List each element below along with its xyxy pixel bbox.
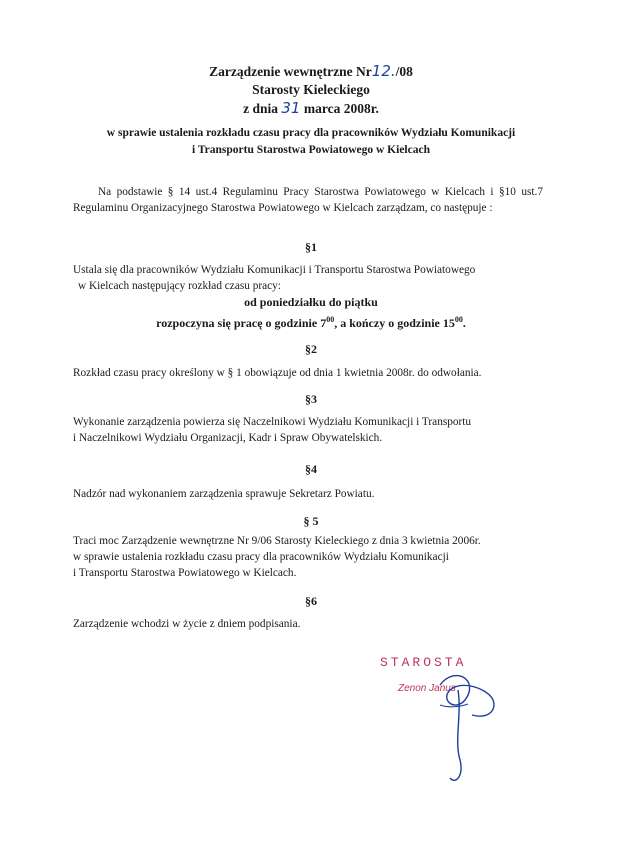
section-2-text: Rozkład czasu pracy określony w § 1 obowiązuje od dnia 1 kwietnia 2008r. do odwołania. <box>73 367 482 379</box>
header-date-line <box>0 99 622 118</box>
handwritten-signature <box>410 660 520 790</box>
hours-period: . <box>462 316 466 330</box>
schedule-hours <box>0 311 622 332</box>
section-3-line-2: i Naczelnikowi Wydziału Organizacji, Kadr i Spraw Obywatelskich. <box>73 432 383 444</box>
section-3-line-1: Wykonanie zarządzenia powierza się Naczelnikowi Wydziału Komunikacji i Transportu <box>73 416 472 428</box>
hours-start-text: rozpoczyna się pracę o godzinie 7 <box>156 316 327 330</box>
hours-end-minutes: 00 <box>454 315 463 324</box>
section-1-schedule <box>0 294 622 332</box>
section-5-text <box>73 533 543 581</box>
section-5-line-3: i Transportu Starostwa Powiatowego w Kielcach. <box>73 567 297 579</box>
subject-line-2: i Transportu Starostwa Powiatowego w Kielcach <box>192 144 430 156</box>
schedule-days: od poniedziałku do piątku <box>244 295 378 309</box>
date-suffix: marca 2008r. <box>303 101 379 116</box>
section-1-heading: §1 <box>305 240 317 254</box>
hours-start-minutes: 00 <box>326 315 335 324</box>
section-5-heading: § 5 <box>303 514 319 528</box>
title-prefix: Zarządzenie wewnętrzne Nr <box>209 64 372 79</box>
starosta-stamp: STAROSTA <box>380 655 467 670</box>
hours-end-text: , a kończy o godzinie 15 <box>334 316 455 330</box>
date-prefix: z dnia <box>243 101 279 116</box>
intro-paragraph: Na podstawie § 14 ust.4 Regulaminu Pracy Starostwa Powiatowego w Kielcach i §10 ust.7 Regulaminu Organizacyjnego Starostwa Powiatowego w Kielcach zarządzam, co następuje : <box>73 186 543 214</box>
header-authority: Starosty Kieleckiego <box>252 82 370 97</box>
section-4-heading: §4 <box>305 462 317 476</box>
section-4-text: Nadzór nad wykonaniem zarządzenia sprawuje Sekretarz Powiatu. <box>73 488 375 500</box>
handwritten-day: 31 <box>281 99 301 117</box>
section-5-line-1: Traci moc Zarządzenie wewnętrzne Nr 9/06 Starosty Kieleckiego z dnia 3 kwietnia 2006r. <box>73 535 481 547</box>
subject-line-1: w sprawie ustalenia rozkładu czasu pracy dla pracowników Wydziału Komunikacji <box>106 127 516 139</box>
stamp-name: Zenon Janus <box>398 683 456 694</box>
section-1-text <box>73 262 543 294</box>
section-5-line-2: w sprawie ustalenia rozkładu czasu pracy dla pracowników Wydziału Komunikacji <box>73 551 449 563</box>
section-6-text: Zarządzenie wchodzi w życie z dniem podpisania. <box>73 618 301 630</box>
section-1-line-2: w Kielcach następujący rozkład czasu pracy: <box>78 280 281 292</box>
section-3-text <box>73 414 543 446</box>
section-3-heading: §3 <box>305 392 317 406</box>
document-header <box>0 62 622 118</box>
handwritten-number: 12. <box>371 62 396 80</box>
section-1-line-1: Ustala się dla pracowników Wydziału Komunikacji i Transportu Starostwa Powiatowego <box>73 264 476 276</box>
title-suffix: /08 <box>395 64 413 79</box>
header-title-line <box>0 62 622 81</box>
section-2-heading: §2 <box>305 342 317 356</box>
section-6-heading: §6 <box>305 594 317 608</box>
document-subject <box>0 125 622 159</box>
